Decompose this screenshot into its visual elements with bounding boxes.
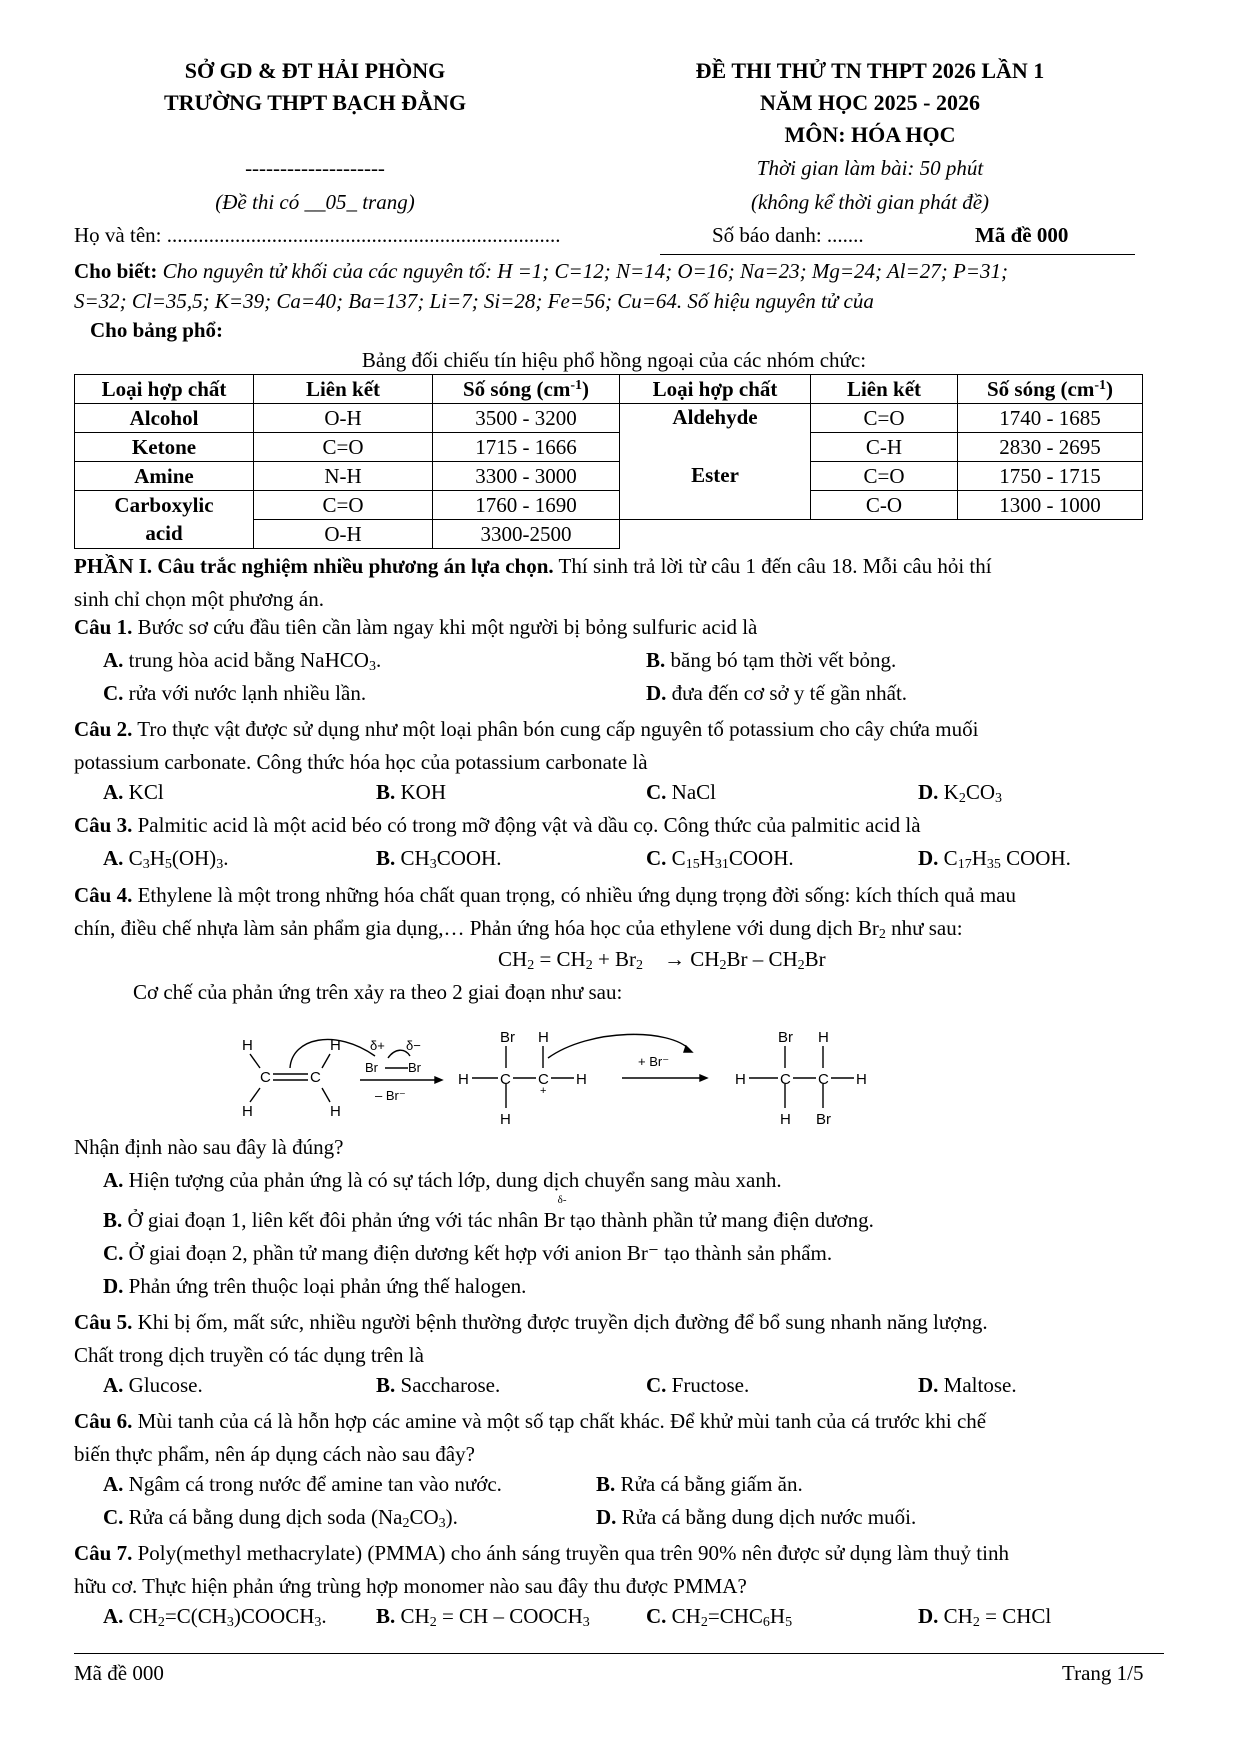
given-line2: S=32; Cl=35,5; K=39; Ca=40; Ba=137; Li=7; Si=28; Fe=56; Cu=64. Số hiệu nguyên tử của [74, 289, 874, 313]
q7-option-a[interactable]: A. $CH_2=C(CH_3)COOCH_3$. [103, 1604, 327, 1630]
header-dashes: -------------------- [245, 156, 385, 180]
cell-ald-bond1: C=O [811, 404, 958, 433]
th-wave: Số sóng $(cm^{-1})$ [433, 375, 620, 404]
th-bond: Liên kết [254, 375, 433, 404]
q5-option-c[interactable]: C. Fructose. [646, 1373, 750, 1397]
q1-stem: Câu 1. Bước sơ cứu đầu tiên cần làm ngay khi một người bị bỏng sulfuric acid là [74, 615, 758, 639]
time-limit: Thời gian làm bài: 50 phút [756, 156, 984, 180]
svg-text:H: H [818, 1029, 829, 1046]
q5-stem: Câu 5. Khi bị ốm, mất sức, nhiều người bệnh thường được truyền dịch đường để bổ sung nhanh năng lượng. Chất trong dịch truyền có tác dụng trên là [74, 1310, 988, 1367]
sbd-field: Số báo danh: ....... [712, 223, 864, 247]
q1-option-d[interactable]: D. đưa đến cơ sở y tế gần nhất. [646, 681, 908, 705]
q3-option-a[interactable]: A. $C_3H_5(OH)_3$. [103, 846, 229, 872]
q2-option-b[interactable]: B. KOH [376, 780, 447, 804]
svg-text:C: C [500, 1071, 511, 1088]
footer-rule [74, 1653, 1164, 1654]
q6-option-c[interactable]: C. Rửa cá bằng dung dịch soda $(Na_2CO_3)$. [103, 1505, 458, 1531]
q2-option-c[interactable]: C. NaCl [646, 780, 716, 804]
footer-page-number: Trang 1/5 [1062, 1661, 1144, 1685]
svg-text:δ−: δ− [406, 1038, 421, 1053]
q5-option-b[interactable]: B. Saccharose. [376, 1373, 501, 1397]
q1-option-a[interactable]: A. trung hòa acid bằng NaHCO$_3$. [103, 648, 382, 674]
cell-est-bond2: C-O [811, 491, 958, 520]
q1-option-c[interactable]: C. rửa với nước lạnh nhiều lần. [103, 681, 367, 705]
cell-alcohol: Alcohol [75, 404, 254, 433]
svg-text:Br: Br [408, 1060, 421, 1075]
exam-title: ĐỀ THI THỬ TN THPT 2026 LẦN 1 [695, 58, 1045, 83]
cell-carboxylic: Carboxylic [75, 491, 254, 520]
cell-ketone: Ketone [75, 433, 254, 462]
svg-text:+ Br⁻: + Br⁻ [638, 1054, 670, 1069]
school-name: TRƯỜNG THPT BẠCH ĐẰNG [163, 90, 467, 115]
svg-text:– Br⁻: – Br⁻ [375, 1088, 406, 1103]
q5-option-a[interactable]: A. Glucose. [103, 1373, 203, 1397]
header-rule [660, 254, 1135, 255]
svg-text:H: H [330, 1103, 341, 1120]
q5-option-d[interactable]: D. Maltose. [918, 1373, 1017, 1397]
svg-text:H: H [735, 1071, 746, 1088]
cell-ketone-wave: 1715 - 1666 [433, 433, 620, 462]
spectrum-label: Cho bảng phổ: [90, 318, 224, 342]
q4-option-d[interactable]: D. Phản ứng trên thuộc loại phản ứng thế halogen. [103, 1274, 527, 1298]
q2-option-d[interactable]: D. $K_2CO_3$ [918, 780, 1003, 806]
th-type: Loại hợp chất [75, 375, 254, 404]
cell-amine-wave: 3300 - 3000 [433, 462, 620, 491]
cell-alcohol-wave: 3500 - 3200 [433, 404, 620, 433]
q3-option-b[interactable]: B. $CH_3COOH$. [376, 846, 502, 872]
cell-carb-bond2: O-H [254, 520, 433, 549]
svg-text:Br: Br [365, 1060, 378, 1075]
svg-text:H: H [576, 1071, 587, 1088]
q4-option-a[interactable]: A. Hiện tượng của phản ứng là có sự tách lớp, dung dịch chuyển sang màu xanh. [103, 1168, 782, 1192]
cell-carb-wave1: 1760 - 1690 [433, 491, 620, 520]
q2-stem: Câu 2. Tro thực vật được sử dụng như một loại phân bón cung cấp nguyên tố potassium cho cây chứa muối potassium carbonate. Công thức hóa học của potassium carbonate là [74, 717, 979, 774]
svg-text:H: H [500, 1111, 511, 1128]
svg-text:H: H [780, 1111, 791, 1128]
school-year: NĂM HỌC 2025 - 2026 [760, 90, 980, 115]
q7-option-d[interactable]: D. $CH_2$ = CHCl [918, 1604, 1052, 1630]
svg-text:Br: Br [816, 1111, 831, 1128]
svg-text:H: H [458, 1071, 469, 1088]
q4-option-b[interactable]: B. Ở giai đoạn 1, liên kết đôi phản ứng với tác nhân δ- Br tạo thành phần tử mang điện dương. [103, 1194, 874, 1232]
cell-alcohol-bond: O-H [254, 404, 433, 433]
q1-option-b[interactable]: B. băng bó tạm thời vết bỏng. [646, 648, 897, 672]
svg-text:C: C [310, 1069, 321, 1086]
mechanism-diagram [230, 1028, 990, 1128]
svg-text:H: H [242, 1103, 253, 1120]
cell-carb-bond1: C=O [254, 491, 433, 520]
table-caption: Bảng đối chiếu tín hiệu phổ hồng ngoại của các nhóm chức: [361, 348, 867, 372]
cell-est-wave1: 1750 - 1715 [958, 462, 1143, 491]
q3-option-d[interactable]: D. $C_{17}H_{35}$ COOH. [918, 846, 1071, 872]
svg-text:C: C [260, 1069, 271, 1086]
q4-option-c[interactable]: C. Ở giai đoạn 2, phần tử mang điện dương kết hợp với anion Br⁻ tạo thành sản phẩm. [103, 1241, 833, 1265]
cell-est-wave2: 1300 - 1000 [958, 491, 1143, 520]
cell-acid: acid [75, 520, 254, 549]
q7-option-b[interactable]: B. $CH_2$ = CH – $COOCH_3$ [376, 1604, 590, 1630]
svg-text:H: H [856, 1071, 867, 1088]
cell-ald-bond2: C-H [811, 433, 958, 462]
q3-stem: Câu 3. Palmitic acid là một acid béo có trong mỡ động vật và dầu cọ. Công thức của palmitic acid là [74, 813, 921, 837]
svg-text:C: C [538, 1071, 549, 1088]
svg-text:H: H [538, 1029, 549, 1046]
school-dept: SỞ GD & ĐT HẢI PHÒNG [184, 58, 446, 83]
cell-carb-wave2: 3300-2500 [433, 520, 620, 549]
th-type-2: Loại hợp chất [620, 375, 811, 404]
cell-ketone-bond: C=O [254, 433, 433, 462]
q6-option-b[interactable]: B. Rửa cá bằng giấm ăn. [596, 1472, 803, 1496]
q4-mechanism-intro: Cơ chế của phản ứng trên xảy ra theo 2 giai đoạn như sau: [133, 980, 623, 1004]
th-wave-2: Số sóng $(cm^{-1})$ [958, 375, 1143, 404]
exam-code: Mã đề 000 [975, 223, 1069, 247]
time-note: (không kể thời gian phát đề) [750, 190, 990, 214]
q3-option-c[interactable]: C. $C_{15}H_{31}COOH$. [646, 846, 794, 872]
q4-question: Nhận định nào sau đây là đúng? [74, 1135, 344, 1159]
cell-amine-bond: N-H [254, 462, 433, 491]
q4-equation: $CH_2 = CH_2 + Br_2$ → $CH_2Br - CH_2Br$ [498, 947, 826, 973]
cell-aldehyde: Aldehyde [620, 404, 811, 462]
cell-ald-wave2: 2830 - 2695 [958, 433, 1143, 462]
given-line1: Cho biết: Cho nguyên tử khối của các nguyên tố: H =1; C=12; N=14; O=16; Na=23; Mg=24; Al=27; P=31; [74, 259, 1008, 283]
ethylene-structure [242, 1037, 375, 1120]
q6-stem: Câu 6. Mùi tanh của cá là hỗn hợp các amine và một số tạp chất khác. Để khử mùi tanh của cá trước khi chế biến thực phẩm, nên áp dụng cách nào sau đây? [74, 1409, 987, 1466]
cell-est-bond1: C=O [811, 462, 958, 491]
th-bond-2: Liên kết [811, 375, 958, 404]
carbocation-structure [458, 1029, 707, 1128]
svg-text:C: C [780, 1071, 791, 1088]
svg-text:C: C [818, 1071, 829, 1088]
svg-text:Br: Br [500, 1029, 515, 1046]
svg-text:δ+: δ+ [370, 1038, 385, 1053]
cell-amine: Amine [75, 462, 254, 491]
bromine-reagent [360, 1038, 442, 1103]
part1-intro: PHẦN I. Câu trắc nghiệm nhiều phương án lựa chọn. Thí sinh trả lời từ câu 1 đến câu 18. Mỗi câu hỏi thí sinh chỉ chọn một phương án. [74, 554, 992, 611]
name-field: Họ và tên: ........................................................................... [74, 223, 561, 247]
q7-option-c[interactable]: C. $CH_2=CHC_6H_5$ [646, 1604, 793, 1630]
svg-text:+: + [540, 1085, 547, 1097]
svg-text:Br: Br [778, 1029, 793, 1046]
subject: MÔN: HÓA HỌC [784, 122, 956, 147]
page-count-note: (Đề thi có __05_ trang) [215, 190, 415, 214]
cell-ald-wave1: 1740 - 1685 [958, 404, 1143, 433]
svg-text:H: H [330, 1037, 341, 1054]
svg-text:H: H [242, 1037, 253, 1054]
q2-option-a[interactable]: A. KCl [103, 780, 164, 804]
q4-stem: Câu 4. Ethylene là một trong những hóa chất quan trọng, có nhiều ứng dụng trọng đời sống: kích thích quả mau chín, điều chế nhựa làm sản phẩm gia dụng,… Phản ứng hóa học của ethylene với dung dịch $Br_2$ như sau: [74, 883, 1016, 942]
cell-ester: Ester [620, 462, 811, 520]
footer-exam-code: Mã đề 000 [74, 1661, 164, 1685]
q7-stem: Câu 7. Poly(methyl methacrylate) (PMMA) cho ánh sáng truyền qua trên 90% nên được sử dụng làm thuỷ tinh hữu cơ. Thực hiện phản ứng trùng hợp monomer nào sau đây thu được PMMA? [74, 1541, 1009, 1598]
q6-option-a[interactable]: A. Ngâm cá trong nước để amine tan vào nước. [103, 1472, 502, 1496]
product-structure [735, 1029, 867, 1128]
q6-option-d[interactable]: D. Rửa cá bằng dung dịch nước muối. [596, 1505, 917, 1529]
ir-spectrum-table [74, 374, 1143, 549]
